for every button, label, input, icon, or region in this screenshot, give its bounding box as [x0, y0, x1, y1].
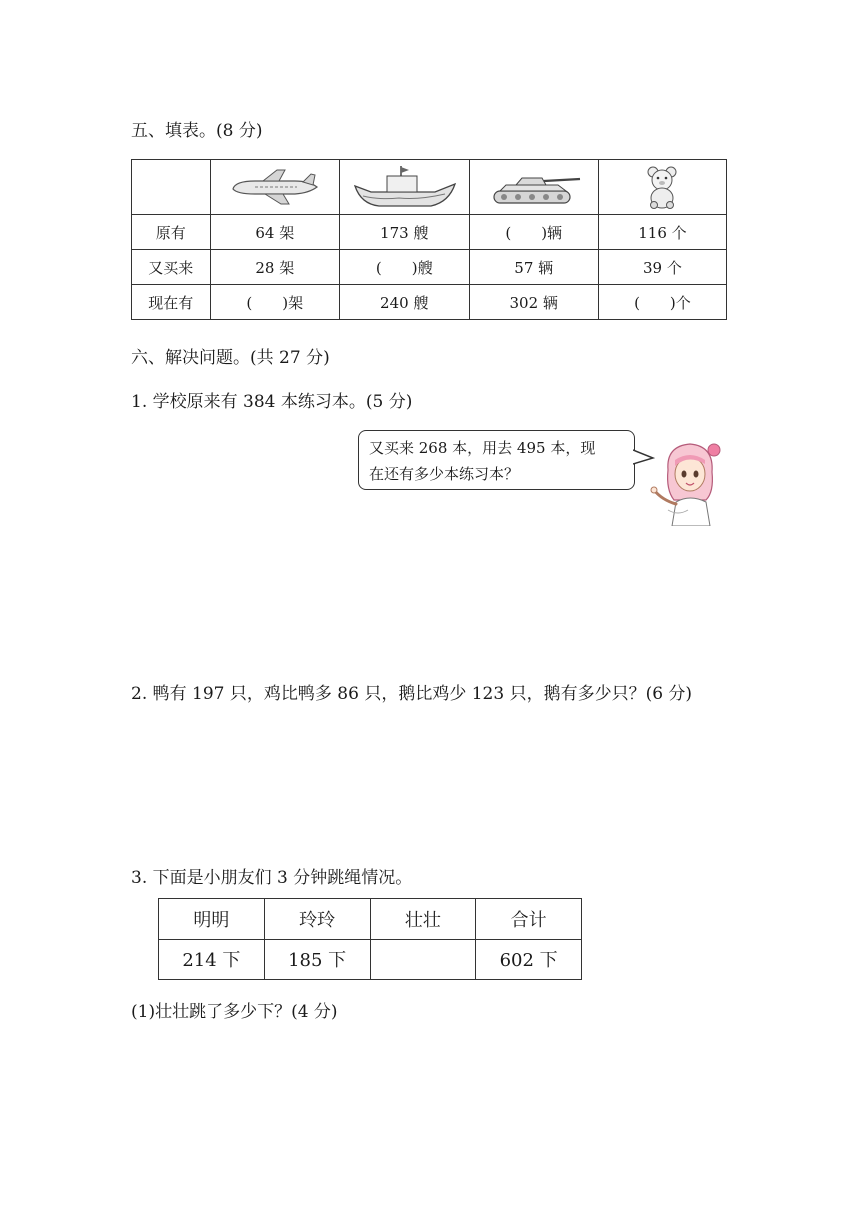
cell-airplane-original: 64 架 [210, 215, 339, 250]
speech-bubble [358, 430, 635, 490]
header-total: 合计 [476, 899, 582, 940]
header-lingling: 玲玲 [264, 899, 370, 940]
table-corner-cell [132, 160, 211, 215]
cell-tank-now: 302 辆 [469, 285, 598, 320]
value-total: 602 下 [476, 939, 582, 980]
section-5-heading: 五、填表。(8 分) [131, 121, 263, 141]
cell-airplane-bought: 28 架 [210, 250, 339, 285]
tank-icon [469, 160, 598, 215]
section-6-heading: 六、解决问题。(共 27 分) [131, 348, 330, 368]
cell-ship-now: 240 艘 [339, 285, 469, 320]
table-header-row [159, 899, 582, 940]
table-row [132, 285, 727, 320]
table-row [159, 939, 582, 980]
question-2-text: 2. 鸭有 197 只，鸡比鸭多 86 只，鹅比鸡少 123 只，鹅有多少只？(6 分) [131, 684, 693, 704]
table-row [132, 250, 727, 285]
speech-bubble-line-2: 在还有多少本练习本？ [369, 465, 520, 483]
row-label-bought: 又买来 [132, 250, 211, 285]
row-label-now: 现在有 [132, 285, 211, 320]
question-3-text: 3. 下面是小朋友们 3 分钟跳绳情况。 [131, 868, 413, 888]
value-mingming: 214 下 [159, 939, 265, 980]
header-zhuangzhuang: 壮壮 [370, 899, 476, 940]
jump-rope-table [158, 898, 582, 980]
girl-character-icon [648, 440, 732, 526]
ship-icon [339, 160, 469, 215]
cell-tank-bought: 57 辆 [469, 250, 598, 285]
value-lingling: 185 下 [264, 939, 370, 980]
cell-bear-now[interactable]: ( )个 [598, 285, 726, 320]
cell-bear-original: 116 个 [598, 215, 726, 250]
header-mingming: 明明 [159, 899, 265, 940]
airplane-icon [210, 160, 339, 215]
cell-ship-original: 173 艘 [339, 215, 469, 250]
table-icon-row [132, 160, 727, 215]
cell-ship-bought[interactable]: ( )艘 [339, 250, 469, 285]
row-label-original: 原有 [132, 215, 211, 250]
table-row [132, 215, 727, 250]
value-zhuangzhuang[interactable] [370, 939, 476, 980]
fill-table [131, 159, 727, 320]
speech-bubble-line-1: 又买来 268 本，用去 495 本，现 [369, 439, 596, 457]
question-1-text: 1. 学校原来有 384 本练习本。(5 分) [131, 392, 413, 412]
cell-airplane-now[interactable]: ( )架 [210, 285, 339, 320]
cell-bear-bought: 39 个 [598, 250, 726, 285]
teddy-bear-icon [598, 160, 726, 215]
question-3-sub-1: (1)壮壮跳了多少下？(4 分) [131, 1002, 338, 1022]
cell-tank-original[interactable]: ( )辆 [469, 215, 598, 250]
